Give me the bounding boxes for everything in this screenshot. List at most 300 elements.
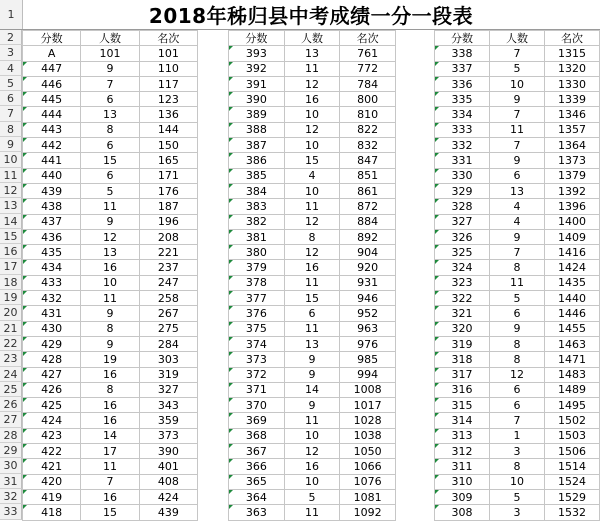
count-cell[interactable]: 6 (284, 306, 340, 321)
count-cell[interactable]: 6 (81, 138, 139, 153)
score-cell[interactable]: 313 (435, 428, 490, 443)
row-number[interactable]: 15 (0, 229, 22, 244)
rank-cell[interactable]: 208 (139, 229, 197, 244)
count-cell[interactable]: 12 (284, 76, 340, 91)
rank-cell[interactable]: 1471 (545, 352, 600, 367)
rank-cell[interactable]: 1424 (545, 260, 600, 275)
row-number[interactable]: 31 (0, 474, 22, 489)
count-cell[interactable]: 15 (284, 153, 340, 168)
row-number[interactable]: 20 (0, 305, 22, 320)
score-cell[interactable]: 420 (23, 474, 81, 489)
count-cell[interactable]: 6 (490, 382, 545, 397)
row-number[interactable]: 14 (0, 214, 22, 229)
count-cell[interactable]: 10 (284, 183, 340, 198)
rank-cell[interactable]: 772 (340, 61, 396, 76)
count-cell[interactable]: 11 (284, 321, 340, 336)
column-header[interactable]: 分数 (435, 31, 490, 46)
rank-cell[interactable]: 101 (139, 46, 197, 61)
count-cell[interactable]: 7 (490, 46, 545, 61)
rank-cell[interactable]: 851 (340, 168, 396, 183)
rank-cell[interactable]: 284 (139, 336, 197, 351)
count-cell[interactable]: 8 (490, 260, 545, 275)
count-cell[interactable]: 8 (490, 336, 545, 351)
count-cell[interactable]: 8 (81, 382, 139, 397)
count-cell[interactable]: 8 (490, 352, 545, 367)
rank-cell[interactable]: 1416 (545, 245, 600, 260)
count-cell[interactable]: 16 (284, 92, 340, 107)
row-number[interactable]: 23 (0, 351, 22, 366)
rank-cell[interactable]: 1489 (545, 382, 600, 397)
rank-cell[interactable]: 784 (340, 76, 396, 91)
count-cell[interactable]: 9 (81, 61, 139, 76)
row-number[interactable]: 29 (0, 443, 22, 458)
rank-cell[interactable]: 1379 (545, 168, 600, 183)
count-cell[interactable]: 7 (81, 474, 139, 489)
score-cell[interactable]: 368 (229, 428, 285, 443)
count-cell[interactable]: 11 (284, 413, 340, 428)
score-cell[interactable]: 323 (435, 275, 490, 290)
rank-cell[interactable]: 176 (139, 183, 197, 198)
rank-cell[interactable]: 1524 (545, 474, 600, 489)
rank-cell[interactable]: 800 (340, 92, 396, 107)
score-cell[interactable]: 328 (435, 199, 490, 214)
rank-cell[interactable]: 319 (139, 367, 197, 382)
row-number[interactable]: 28 (0, 428, 22, 443)
row-number[interactable]: 7 (0, 106, 22, 121)
score-cell[interactable]: 310 (435, 474, 490, 489)
score-cell[interactable]: 378 (229, 275, 285, 290)
count-cell[interactable]: 5 (490, 61, 545, 76)
rank-cell[interactable]: 1038 (340, 428, 396, 443)
rank-cell[interactable]: 1050 (340, 444, 396, 459)
rank-cell[interactable]: 247 (139, 275, 197, 290)
score-cell[interactable]: 380 (229, 245, 285, 260)
count-cell[interactable]: 16 (81, 260, 139, 275)
rank-cell[interactable]: 1315 (545, 46, 600, 61)
rank-cell[interactable]: 994 (340, 367, 396, 382)
rank-cell[interactable]: 144 (139, 122, 197, 137)
score-cell[interactable]: 428 (23, 352, 81, 367)
score-cell[interactable]: 432 (23, 291, 81, 306)
count-cell[interactable]: 10 (284, 428, 340, 443)
count-cell[interactable]: 14 (81, 428, 139, 443)
count-cell[interactable]: 3 (490, 505, 545, 520)
count-cell[interactable]: 16 (284, 459, 340, 474)
score-cell[interactable]: 426 (23, 382, 81, 397)
rank-cell[interactable]: 904 (340, 245, 396, 260)
count-cell[interactable]: 15 (284, 291, 340, 306)
rank-cell[interactable]: 976 (340, 336, 396, 351)
rank-cell[interactable]: 952 (340, 306, 396, 321)
count-cell[interactable]: 16 (81, 367, 139, 382)
rank-cell[interactable]: 1446 (545, 306, 600, 321)
score-cell[interactable]: 383 (229, 199, 285, 214)
count-cell[interactable]: 7 (490, 413, 545, 428)
count-cell[interactable]: 12 (284, 245, 340, 260)
count-cell[interactable]: 7 (490, 107, 545, 122)
score-cell[interactable]: 334 (435, 107, 490, 122)
rank-cell[interactable]: 359 (139, 413, 197, 428)
rank-cell[interactable]: 258 (139, 291, 197, 306)
row-number[interactable]: 27 (0, 412, 22, 427)
score-cell[interactable]: 386 (229, 153, 285, 168)
rank-cell[interactable]: 872 (340, 199, 396, 214)
score-cell[interactable]: 390 (229, 92, 285, 107)
rank-cell[interactable]: 1346 (545, 107, 600, 122)
count-cell[interactable]: 101 (81, 46, 139, 61)
rank-cell[interactable]: 892 (340, 229, 396, 244)
score-cell[interactable]: 369 (229, 413, 285, 428)
row-number[interactable]: 2 (0, 30, 22, 45)
count-cell[interactable]: 12 (81, 229, 139, 244)
rank-cell[interactable]: 810 (340, 107, 396, 122)
row-number[interactable]: 9 (0, 137, 22, 152)
rank-cell[interactable]: 884 (340, 214, 396, 229)
row-number[interactable]: 26 (0, 397, 22, 412)
rank-cell[interactable]: 373 (139, 428, 197, 443)
column-header[interactable]: 分数 (23, 31, 81, 46)
row-number[interactable]: 33 (0, 504, 22, 519)
rank-cell[interactable]: 1081 (340, 489, 396, 504)
score-cell[interactable]: 425 (23, 398, 81, 413)
rank-cell[interactable]: 1017 (340, 398, 396, 413)
count-cell[interactable]: 9 (284, 367, 340, 382)
count-cell[interactable]: 6 (490, 168, 545, 183)
score-cell[interactable]: 333 (435, 122, 490, 137)
rank-cell[interactable]: 963 (340, 321, 396, 336)
count-cell[interactable]: 16 (81, 413, 139, 428)
count-cell[interactable]: 4 (490, 214, 545, 229)
count-cell[interactable]: 10 (81, 275, 139, 290)
rank-cell[interactable]: 1409 (545, 229, 600, 244)
rank-cell[interactable]: 390 (139, 444, 197, 459)
count-cell[interactable]: 5 (490, 489, 545, 504)
rank-cell[interactable]: 1514 (545, 459, 600, 474)
column-header[interactable]: 名次 (340, 31, 396, 46)
count-cell[interactable]: 9 (490, 92, 545, 107)
rank-cell[interactable]: 237 (139, 260, 197, 275)
rank-cell[interactable]: 1066 (340, 459, 396, 474)
count-cell[interactable]: 12 (490, 367, 545, 382)
row-number[interactable]: 21 (0, 321, 22, 336)
row-number[interactable]: 1 (0, 0, 23, 29)
rank-cell[interactable]: 1463 (545, 336, 600, 351)
rank-cell[interactable]: 1008 (340, 382, 396, 397)
score-cell[interactable]: 316 (435, 382, 490, 397)
score-cell[interactable]: 379 (229, 260, 285, 275)
score-cell[interactable]: 329 (435, 183, 490, 198)
count-cell[interactable]: 10 (284, 107, 340, 122)
rank-cell[interactable]: 847 (340, 153, 396, 168)
score-cell[interactable]: 324 (435, 260, 490, 275)
sheet-title[interactable]: 2018年秭归县中考成绩一分一段表 (148, 4, 474, 28)
score-cell[interactable]: 311 (435, 459, 490, 474)
rank-cell[interactable]: 832 (340, 138, 396, 153)
score-cell[interactable]: 327 (435, 214, 490, 229)
count-cell[interactable]: 9 (284, 398, 340, 413)
rank-cell[interactable]: 985 (340, 352, 396, 367)
count-cell[interactable]: 10 (490, 76, 545, 91)
score-cell[interactable]: 332 (435, 138, 490, 153)
rank-cell[interactable]: 761 (340, 46, 396, 61)
count-cell[interactable]: 9 (490, 153, 545, 168)
count-cell[interactable]: 16 (284, 260, 340, 275)
score-cell[interactable]: 335 (435, 92, 490, 107)
rank-cell[interactable]: 1532 (545, 505, 600, 520)
rank-cell[interactable]: 1076 (340, 474, 396, 489)
count-cell[interactable]: 11 (81, 291, 139, 306)
row-number[interactable]: 13 (0, 198, 22, 213)
rank-cell[interactable]: 424 (139, 489, 197, 504)
rank-cell[interactable]: 1455 (545, 321, 600, 336)
count-cell[interactable]: 11 (490, 122, 545, 137)
count-cell[interactable]: 7 (490, 138, 545, 153)
score-cell[interactable]: 436 (23, 229, 81, 244)
count-cell[interactable]: 9 (284, 352, 340, 367)
count-cell[interactable]: 13 (490, 183, 545, 198)
count-cell[interactable]: 14 (284, 382, 340, 397)
count-cell[interactable]: 6 (81, 92, 139, 107)
rank-cell[interactable]: 1330 (545, 76, 600, 91)
score-cell[interactable]: 385 (229, 168, 285, 183)
row-number[interactable]: 30 (0, 458, 22, 473)
score-cell[interactable]: 442 (23, 138, 81, 153)
column-header[interactable]: 名次 (139, 31, 197, 46)
row-number[interactable]: 6 (0, 91, 22, 106)
score-cell[interactable]: 364 (229, 489, 285, 504)
count-cell[interactable]: 1 (490, 428, 545, 443)
row-number[interactable]: 16 (0, 244, 22, 259)
score-cell[interactable]: 315 (435, 398, 490, 413)
count-cell[interactable]: 9 (81, 306, 139, 321)
rank-cell[interactable]: 150 (139, 138, 197, 153)
score-cell[interactable]: 331 (435, 153, 490, 168)
rank-cell[interactable]: 946 (340, 291, 396, 306)
count-cell[interactable]: 11 (284, 505, 340, 520)
score-cell[interactable]: 431 (23, 306, 81, 321)
count-cell[interactable]: 9 (81, 336, 139, 351)
score-cell[interactable]: 366 (229, 459, 285, 474)
count-cell[interactable]: 13 (81, 107, 139, 122)
row-number[interactable]: 24 (0, 367, 22, 382)
rank-cell[interactable]: 439 (139, 505, 197, 520)
count-cell[interactable]: 11 (284, 199, 340, 214)
score-cell[interactable]: 422 (23, 444, 81, 459)
score-cell[interactable]: 441 (23, 153, 81, 168)
score-cell[interactable]: 423 (23, 428, 81, 443)
row-number[interactable]: 12 (0, 183, 22, 198)
row-number[interactable]: 25 (0, 382, 22, 397)
score-cell[interactable]: 382 (229, 214, 285, 229)
rank-cell[interactable]: 136 (139, 107, 197, 122)
count-cell[interactable]: 11 (81, 199, 139, 214)
count-cell[interactable]: 15 (81, 153, 139, 168)
score-cell[interactable]: 439 (23, 183, 81, 198)
count-cell[interactable]: 6 (490, 306, 545, 321)
count-cell[interactable]: 12 (284, 214, 340, 229)
score-cell[interactable]: 427 (23, 367, 81, 382)
rank-cell[interactable]: 1495 (545, 398, 600, 413)
count-cell[interactable]: 4 (490, 199, 545, 214)
rank-cell[interactable]: 1392 (545, 183, 600, 198)
rank-cell[interactable]: 327 (139, 382, 197, 397)
rank-cell[interactable]: 1320 (545, 61, 600, 76)
count-cell[interactable]: 8 (81, 122, 139, 137)
column-header[interactable]: 人数 (81, 31, 139, 46)
score-cell[interactable]: 370 (229, 398, 285, 413)
row-number[interactable]: 17 (0, 259, 22, 274)
score-cell[interactable]: 376 (229, 306, 285, 321)
count-cell[interactable]: 3 (490, 444, 545, 459)
column-header[interactable]: 名次 (545, 31, 600, 46)
rank-cell[interactable]: 171 (139, 168, 197, 183)
score-cell[interactable]: 392 (229, 61, 285, 76)
score-cell[interactable]: 443 (23, 122, 81, 137)
score-cell[interactable]: 440 (23, 168, 81, 183)
rank-cell[interactable]: 1092 (340, 505, 396, 520)
rank-cell[interactable]: 187 (139, 199, 197, 214)
rank-cell[interactable]: 117 (139, 76, 197, 91)
rank-cell[interactable]: 303 (139, 352, 197, 367)
score-cell[interactable]: 309 (435, 489, 490, 504)
rank-cell[interactable]: 1357 (545, 122, 600, 137)
count-cell[interactable]: 9 (490, 321, 545, 336)
rank-cell[interactable]: 822 (340, 122, 396, 137)
count-cell[interactable]: 9 (81, 214, 139, 229)
score-cell[interactable]: 338 (435, 46, 490, 61)
score-cell[interactable]: 437 (23, 214, 81, 229)
score-cell[interactable]: 321 (435, 306, 490, 321)
row-number[interactable]: 32 (0, 489, 22, 504)
count-cell[interactable]: 12 (284, 444, 340, 459)
count-cell[interactable]: 9 (490, 229, 545, 244)
score-cell[interactable]: 314 (435, 413, 490, 428)
count-cell[interactable]: 11 (490, 275, 545, 290)
rank-cell[interactable]: 861 (340, 183, 396, 198)
rank-cell[interactable]: 123 (139, 92, 197, 107)
column-header[interactable]: 分数 (229, 31, 285, 46)
rank-cell[interactable]: 1440 (545, 291, 600, 306)
count-cell[interactable]: 8 (81, 321, 139, 336)
score-cell[interactable]: 391 (229, 76, 285, 91)
rank-cell[interactable]: 1373 (545, 153, 600, 168)
count-cell[interactable]: 5 (490, 291, 545, 306)
count-cell[interactable]: 17 (81, 444, 139, 459)
score-cell[interactable]: 389 (229, 107, 285, 122)
count-cell[interactable]: 8 (284, 229, 340, 244)
row-number[interactable]: 8 (0, 122, 22, 137)
count-cell[interactable]: 6 (81, 168, 139, 183)
count-cell[interactable]: 10 (284, 138, 340, 153)
score-cell[interactable]: 375 (229, 321, 285, 336)
score-cell[interactable]: 337 (435, 61, 490, 76)
score-cell[interactable]: 319 (435, 336, 490, 351)
rank-cell[interactable]: 1028 (340, 413, 396, 428)
score-cell[interactable]: 372 (229, 367, 285, 382)
score-cell[interactable]: 438 (23, 199, 81, 214)
rank-cell[interactable]: 1503 (545, 428, 600, 443)
rank-cell[interactable]: 1483 (545, 367, 600, 382)
score-cell[interactable]: 445 (23, 92, 81, 107)
score-cell[interactable]: 393 (229, 46, 285, 61)
row-number[interactable]: 5 (0, 76, 22, 91)
score-cell[interactable]: 320 (435, 321, 490, 336)
score-cell[interactable]: 444 (23, 107, 81, 122)
row-number[interactable]: 19 (0, 290, 22, 305)
score-cell[interactable]: 433 (23, 275, 81, 290)
count-cell[interactable]: 8 (490, 459, 545, 474)
rank-cell[interactable]: 931 (340, 275, 396, 290)
count-cell[interactable]: 12 (284, 122, 340, 137)
score-cell[interactable]: 388 (229, 122, 285, 137)
score-cell[interactable]: 367 (229, 444, 285, 459)
score-cell[interactable]: 363 (229, 505, 285, 520)
rank-cell[interactable]: 1502 (545, 413, 600, 428)
score-cell[interactable]: 418 (23, 505, 81, 520)
score-cell[interactable]: 336 (435, 76, 490, 91)
score-cell[interactable]: 429 (23, 336, 81, 351)
score-cell[interactable]: 312 (435, 444, 490, 459)
row-number[interactable]: 10 (0, 152, 22, 167)
score-cell[interactable]: 371 (229, 382, 285, 397)
score-cell[interactable]: 325 (435, 245, 490, 260)
rank-cell[interactable]: 1435 (545, 275, 600, 290)
score-cell[interactable]: 430 (23, 321, 81, 336)
row-number[interactable]: 4 (0, 61, 22, 76)
rank-cell[interactable]: 401 (139, 459, 197, 474)
score-cell[interactable]: 384 (229, 183, 285, 198)
rank-cell[interactable]: 267 (139, 306, 197, 321)
rank-cell[interactable]: 1400 (545, 214, 600, 229)
score-cell[interactable]: 387 (229, 138, 285, 153)
rank-cell[interactable]: 1529 (545, 489, 600, 504)
score-cell[interactable]: 424 (23, 413, 81, 428)
count-cell[interactable]: 13 (284, 336, 340, 351)
rank-cell[interactable]: 221 (139, 245, 197, 260)
score-cell[interactable]: 365 (229, 474, 285, 489)
score-cell[interactable]: 308 (435, 505, 490, 520)
score-cell[interactable]: 447 (23, 61, 81, 76)
score-cell[interactable]: 435 (23, 245, 81, 260)
column-header[interactable]: 人数 (490, 31, 545, 46)
count-cell[interactable]: 7 (81, 76, 139, 91)
row-number[interactable]: 18 (0, 275, 22, 290)
rank-cell[interactable]: 343 (139, 398, 197, 413)
count-cell[interactable]: 11 (284, 61, 340, 76)
score-cell[interactable]: 446 (23, 76, 81, 91)
rank-cell[interactable]: 110 (139, 61, 197, 76)
row-number[interactable]: 22 (0, 336, 22, 351)
rank-cell[interactable]: 1364 (545, 138, 600, 153)
rank-cell[interactable]: 920 (340, 260, 396, 275)
count-cell[interactable]: 10 (284, 474, 340, 489)
count-cell[interactable]: 11 (284, 275, 340, 290)
score-cell[interactable]: 419 (23, 489, 81, 504)
score-cell[interactable]: 421 (23, 459, 81, 474)
score-cell[interactable]: 374 (229, 336, 285, 351)
score-cell[interactable]: 381 (229, 229, 285, 244)
rank-cell[interactable]: 196 (139, 214, 197, 229)
score-cell[interactable]: 317 (435, 367, 490, 382)
score-cell[interactable]: 434 (23, 260, 81, 275)
rank-cell[interactable]: 1396 (545, 199, 600, 214)
count-cell[interactable]: 10 (490, 474, 545, 489)
count-cell[interactable]: 5 (284, 489, 340, 504)
rank-cell[interactable]: 275 (139, 321, 197, 336)
score-cell[interactable]: 318 (435, 352, 490, 367)
count-cell[interactable]: 15 (81, 505, 139, 520)
count-cell[interactable]: 5 (81, 183, 139, 198)
